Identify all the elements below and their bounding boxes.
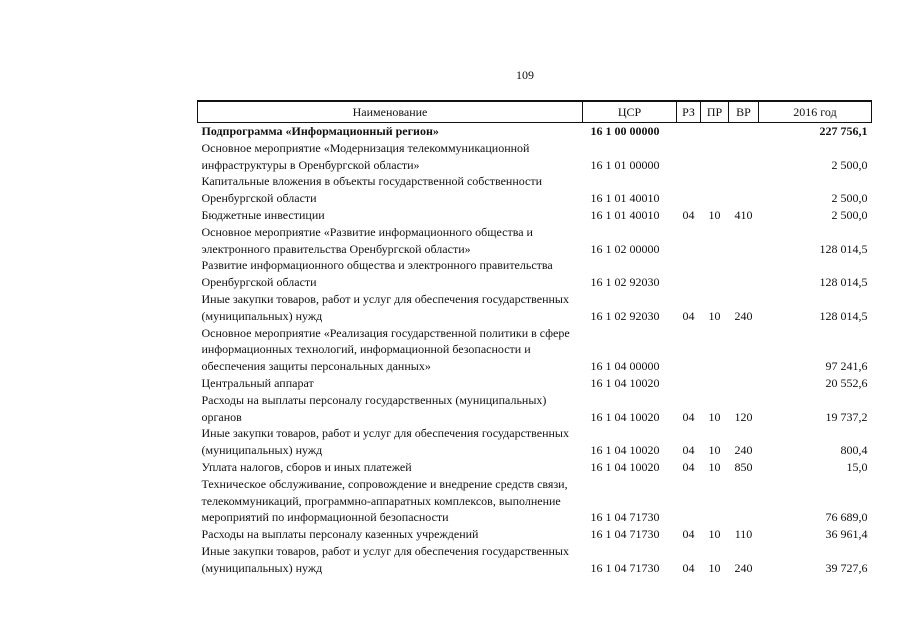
- header-vr: ВР: [729, 101, 759, 123]
- row-amount: 20 552,6: [825, 375, 868, 390]
- row-rz: [677, 173, 701, 207]
- row-amount: 128 014,5: [819, 241, 868, 256]
- row-pr: 10: [708, 308, 721, 323]
- row-csr: 16 1 01 40010: [590, 207, 660, 222]
- row-pr: 10: [708, 459, 721, 474]
- row-name: Иные закупки товаров, работ и услуг для обеспечения государственных (муниципальных) нужд: [201, 291, 569, 323]
- row-vr: 240: [734, 443, 753, 458]
- row-csr: 16 1 04 71730: [590, 510, 660, 525]
- row-rz: 04: [682, 459, 695, 474]
- row-vr: [729, 476, 759, 526]
- row-rz: 04: [682, 443, 695, 458]
- row-csr: 16 1 00 00000: [590, 124, 660, 138]
- row-vr: 410: [734, 207, 753, 222]
- row-pr: [701, 476, 729, 526]
- row-pr: 10: [708, 207, 721, 222]
- table-row: [198, 476, 872, 526]
- row-csr: 16 1 04 00000: [590, 359, 660, 374]
- row-amount: 128 014,5: [819, 308, 868, 323]
- row-name: Подпрограмма «Информационный регион»: [201, 124, 439, 138]
- row-vr: 850: [734, 459, 753, 474]
- row-rz: 04: [682, 527, 695, 542]
- row-pr: [701, 325, 729, 375]
- header-rz: РЗ: [677, 101, 701, 123]
- row-csr: 16 1 04 71730: [590, 560, 660, 575]
- row-rz: 04: [682, 409, 695, 424]
- row-amount: 227 756,1: [819, 124, 868, 138]
- header-row: [198, 101, 872, 123]
- row-csr: 16 1 01 40010: [590, 191, 660, 206]
- row-amount: 15,0: [846, 459, 868, 474]
- row-amount: 39 727,6: [825, 560, 868, 575]
- header-year: 2016 год: [759, 101, 872, 123]
- row-name: Основное мероприятие «Реализация государственной политики в сфере информационных технологий, информационной безопасности и обеспечения защиты персональных данных»: [201, 325, 570, 374]
- row-pr: 10: [708, 409, 721, 424]
- table-row: [198, 207, 872, 224]
- row-vr: [729, 140, 759, 174]
- header-name: Наименование: [198, 101, 583, 123]
- row-name: Основное мероприятие «Модернизация телекоммуникационной инфраструктуры в Оренбургской области»: [201, 140, 530, 172]
- table-row: [198, 375, 872, 392]
- row-rz: [677, 257, 701, 291]
- row-name: Расходы на выплаты персоналу государственных (муниципальных) органов: [201, 392, 547, 424]
- row-vr: [729, 123, 759, 140]
- row-csr: 16 1 04 10020: [590, 375, 660, 390]
- row-rz: [677, 224, 701, 258]
- row-csr: 16 1 04 10020: [590, 459, 660, 474]
- row-pr: 10: [708, 560, 721, 575]
- row-rz: 04: [682, 560, 695, 575]
- table-row: [198, 543, 872, 577]
- table-row: [198, 173, 872, 207]
- header-pr: ПР: [701, 101, 729, 123]
- row-pr: [701, 257, 729, 291]
- row-vr: 110: [734, 527, 753, 542]
- page-number: 109: [516, 68, 534, 82]
- row-amount: 128 014,5: [819, 275, 868, 290]
- row-pr: [701, 123, 729, 140]
- row-vr: 240: [734, 308, 753, 323]
- table-row: [198, 526, 872, 543]
- row-name: Основное мероприятие «Развитие информационного общества и электронного правительства Оренбургской области»: [201, 224, 533, 256]
- table-header: [198, 101, 872, 123]
- row-pr: [701, 224, 729, 258]
- table-row: [198, 123, 872, 140]
- table-row: [198, 224, 872, 258]
- row-rz: 04: [682, 308, 695, 323]
- row-name: Центральный аппарат: [201, 375, 314, 390]
- row-vr: 240: [734, 560, 753, 575]
- row-amount: 19 737,2: [825, 409, 868, 424]
- row-rz: [677, 476, 701, 526]
- row-pr: [701, 140, 729, 174]
- table-row: [198, 325, 872, 375]
- row-pr: 10: [708, 527, 721, 542]
- table-body: [198, 123, 872, 577]
- row-csr: 16 1 04 10020: [590, 443, 660, 458]
- row-name: Иные закупки товаров, работ и услуг для обеспечения государственных (муниципальных) нужд: [201, 543, 569, 575]
- row-amount: 76 689,0: [825, 510, 868, 525]
- row-amount: 2 500,0: [831, 157, 868, 172]
- row-pr: 10: [708, 443, 721, 458]
- row-vr: [729, 224, 759, 258]
- row-name: Капитальные вложения в объекты государственной собственности Оренбургской области: [201, 174, 543, 206]
- row-vr: [729, 257, 759, 291]
- table-row: [198, 140, 872, 174]
- row-csr: 16 1 04 10020: [590, 409, 660, 424]
- row-rz: [677, 140, 701, 174]
- row-amount: 2 500,0: [831, 191, 868, 206]
- row-vr: [729, 325, 759, 375]
- row-pr: [701, 173, 729, 207]
- row-rz: [677, 375, 701, 392]
- budget-table: [197, 100, 872, 577]
- table-row: [198, 291, 872, 325]
- row-csr: 16 1 02 92030: [590, 275, 660, 290]
- row-csr: 16 1 02 00000: [590, 241, 660, 256]
- row-vr: [729, 173, 759, 207]
- table-row: [198, 257, 872, 291]
- row-amount: 97 241,6: [825, 359, 868, 374]
- row-amount: 2 500,0: [831, 207, 868, 222]
- row-vr: 120: [734, 409, 753, 424]
- row-name: Расходы на выплаты персоналу казенных учреждений: [201, 527, 479, 542]
- row-amount: 800,4: [840, 443, 868, 458]
- table-row: [198, 459, 872, 476]
- row-csr: 16 1 01 00000: [590, 157, 660, 172]
- header-csr: ЦСР: [583, 101, 677, 123]
- row-csr: 16 1 04 71730: [590, 527, 660, 542]
- row-name: Бюджетные инвестиции: [201, 207, 325, 222]
- row-rz: [677, 325, 701, 375]
- row-csr: 16 1 02 92030: [590, 308, 660, 323]
- row-rz: [677, 123, 701, 140]
- row-name: Развитие информационного общества и электронного правительства Оренбургской области: [201, 258, 553, 290]
- table-row: [198, 425, 872, 459]
- row-name: Иные закупки товаров, работ и услуг для обеспечения государственных (муниципальных) нужд: [201, 426, 569, 458]
- row-pr: [701, 375, 729, 392]
- row-rz: 04: [682, 207, 695, 222]
- table-row: [198, 392, 872, 426]
- row-name: Уплата налогов, сборов и иных платежей: [201, 459, 412, 474]
- row-name: Техническое обслуживание, сопровождение и внедрение средств связи, телекоммуникаций, программно-аппаратных комплексов, выполнение мероприятий по информационной безопасности: [201, 476, 568, 525]
- row-amount: 36 961,4: [825, 527, 868, 542]
- row-vr: [729, 375, 759, 392]
